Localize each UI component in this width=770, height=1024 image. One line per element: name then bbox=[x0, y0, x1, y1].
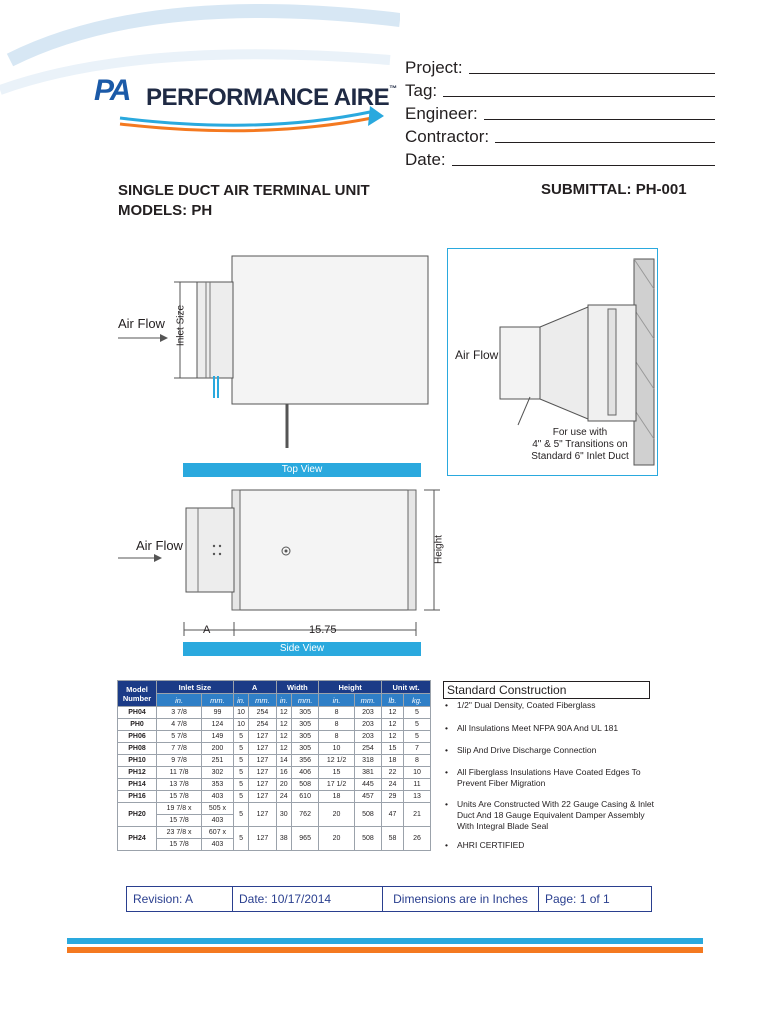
table-cell: 5 bbox=[233, 731, 249, 743]
dimension-a: A bbox=[203, 624, 211, 636]
table-cell: 5 bbox=[233, 743, 249, 755]
table-cell: 403 bbox=[202, 839, 234, 851]
table-cell: 15 7/8 bbox=[157, 815, 202, 827]
table-cell: 9 7/8 bbox=[157, 755, 202, 767]
table-row bbox=[118, 803, 431, 815]
table-cell: 21 bbox=[403, 803, 430, 827]
table-cell: 5 bbox=[233, 827, 249, 851]
table-cell: 7 7/8 bbox=[157, 743, 202, 755]
unit-cell: in. bbox=[233, 694, 249, 707]
table-cell: 19 7/8 x bbox=[157, 803, 202, 815]
top-view-drawing bbox=[110, 248, 440, 463]
revision-footer bbox=[126, 886, 652, 912]
table-cell: 10 bbox=[233, 707, 249, 719]
table-cell: 356 bbox=[292, 755, 319, 767]
table-cell: 17 1/2 bbox=[319, 779, 355, 791]
side-view-air-flow: Air Flow bbox=[136, 538, 183, 553]
table-cell: 457 bbox=[354, 791, 381, 803]
table-cell: 23 7/8 x bbox=[157, 827, 202, 839]
table-cell: 5 bbox=[233, 779, 249, 791]
table-cell: 10 bbox=[319, 743, 355, 755]
table-cell: 127 bbox=[249, 743, 276, 755]
table-cell: 305 bbox=[292, 707, 319, 719]
construction-item: • AHRI CERTIFIED bbox=[443, 840, 658, 851]
table-cell: 318 bbox=[354, 755, 381, 767]
model-cell: PH0 bbox=[118, 719, 157, 731]
table-cell: 403 bbox=[202, 815, 234, 827]
side-view-height: Height bbox=[433, 535, 445, 564]
table-cell: 30 bbox=[276, 803, 292, 827]
table-cell: 5 bbox=[403, 719, 430, 731]
transition-note: For use with 4" & 5" Transitions on Standard 6" Inlet Duct bbox=[531, 427, 629, 462]
unit-cell: in. bbox=[157, 694, 202, 707]
table-row bbox=[118, 707, 431, 719]
table-cell: 12 bbox=[276, 731, 292, 743]
logo-swoosh bbox=[0, 0, 400, 150]
table-cell: 12 bbox=[276, 743, 292, 755]
table-row bbox=[118, 791, 431, 803]
header-width: Width bbox=[276, 681, 319, 694]
footer-stripe-blue bbox=[67, 938, 703, 944]
top-view-air-flow: Air Flow bbox=[118, 316, 165, 331]
table-cell: 254 bbox=[249, 707, 276, 719]
table-cell: 127 bbox=[249, 803, 276, 827]
table-cell: 5 7/8 bbox=[157, 731, 202, 743]
table-cell: 18 bbox=[319, 791, 355, 803]
construction-item: • 1/2" Dual Density, Coated Fiberglass bbox=[443, 700, 658, 711]
construction-item: • All Insulations Meet NFPA 90A And UL 181 bbox=[443, 723, 658, 734]
model-cell: PH10 bbox=[118, 755, 157, 767]
project-field: Project: bbox=[405, 56, 715, 78]
tag-field: Tag: bbox=[405, 79, 715, 101]
table-cell: 20 bbox=[276, 779, 292, 791]
table-cell: 20 bbox=[319, 803, 355, 827]
table-cell: 508 bbox=[354, 803, 381, 827]
table-row bbox=[118, 767, 431, 779]
table-cell: 406 bbox=[292, 767, 319, 779]
table-cell: 4 7/8 bbox=[157, 719, 202, 731]
table-cell: 127 bbox=[249, 767, 276, 779]
table-cell: 15 7/8 bbox=[157, 839, 202, 851]
header-inlet-size: Inlet Size bbox=[157, 681, 234, 694]
document-title: SINGLE DUCT AIR TERMINAL UNIT MODELS: PH bbox=[118, 182, 370, 219]
table-cell: 8 bbox=[403, 755, 430, 767]
table-cell: 353 bbox=[202, 779, 234, 791]
header-a: A bbox=[233, 681, 276, 694]
unit-cell: lb. bbox=[382, 694, 404, 707]
footer-stripe-orange bbox=[67, 947, 703, 953]
table-cell: 610 bbox=[292, 791, 319, 803]
detail-air-flow: Air Flow bbox=[455, 348, 499, 362]
table-cell: 381 bbox=[354, 767, 381, 779]
table-cell: 305 bbox=[292, 731, 319, 743]
side-view-bar: Side View bbox=[183, 642, 421, 656]
model-cell: PH04 bbox=[118, 707, 157, 719]
table-cell: 99 bbox=[202, 707, 234, 719]
construction-item: • Units Are Constructed With 22 Gauge Casing & Inlet Duct And 18 Gauge Equivalent Damper Assembly With Integral Blade Seal bbox=[443, 799, 658, 832]
header-model: Model Number bbox=[118, 681, 157, 707]
table-cell: 7 bbox=[403, 743, 430, 755]
table-cell: 26 bbox=[403, 827, 430, 851]
model-cell: PH14 bbox=[118, 779, 157, 791]
standard-construction-heading: Standard Construction bbox=[443, 681, 650, 699]
table-cell: 403 bbox=[202, 791, 234, 803]
table-cell: 127 bbox=[249, 755, 276, 767]
table-cell: 254 bbox=[249, 719, 276, 731]
table-cell: 12 bbox=[276, 707, 292, 719]
table-cell: 11 bbox=[403, 779, 430, 791]
model-cell: PH12 bbox=[118, 767, 157, 779]
table-cell: 203 bbox=[354, 731, 381, 743]
table-cell: 5 bbox=[233, 791, 249, 803]
model-cell: PH06 bbox=[118, 731, 157, 743]
engineer-field: Engineer: bbox=[405, 102, 715, 124]
table-cell: 5 bbox=[233, 767, 249, 779]
unit-cell: mm. bbox=[292, 694, 319, 707]
table-cell: 8 bbox=[319, 707, 355, 719]
dimension-length: 15.75 bbox=[309, 624, 337, 636]
table-cell: 13 7/8 bbox=[157, 779, 202, 791]
date-field: Date: bbox=[405, 148, 715, 170]
top-view-bar: Top View bbox=[183, 463, 421, 477]
unit-cell: in. bbox=[319, 694, 355, 707]
table-cell: 8 bbox=[319, 719, 355, 731]
table-row bbox=[118, 827, 431, 839]
table-cell: 965 bbox=[292, 827, 319, 851]
model-cell: PH08 bbox=[118, 743, 157, 755]
side-view-drawing bbox=[110, 484, 450, 644]
table-cell: 127 bbox=[249, 827, 276, 851]
model-cell: PH20 bbox=[118, 803, 157, 827]
table-cell: 508 bbox=[292, 779, 319, 791]
table-cell: 10 bbox=[403, 767, 430, 779]
table-cell: 16 bbox=[276, 767, 292, 779]
table-cell: 762 bbox=[292, 803, 319, 827]
table-cell: 305 bbox=[292, 743, 319, 755]
page-number: Page: 1 of 1 bbox=[545, 892, 610, 906]
table-cell: 127 bbox=[249, 779, 276, 791]
unit-cell: mm. bbox=[202, 694, 234, 707]
table-cell: 127 bbox=[249, 791, 276, 803]
table-cell: 5 bbox=[233, 803, 249, 827]
table-row bbox=[118, 755, 431, 767]
model-cell: PH24 bbox=[118, 827, 157, 851]
construction-item: • All Fiberglass Insulations Have Coated Edges To Prevent Fiber Migration bbox=[443, 767, 658, 789]
table-cell: 149 bbox=[202, 731, 234, 743]
table-cell: 254 bbox=[354, 743, 381, 755]
unit-cell: mm. bbox=[249, 694, 276, 707]
table-cell: 47 bbox=[382, 803, 404, 827]
table-cell: 15 7/8 bbox=[157, 791, 202, 803]
table-row bbox=[118, 743, 431, 755]
table-cell: 305 bbox=[292, 719, 319, 731]
table-row bbox=[118, 719, 431, 731]
table-cell: 18 bbox=[382, 755, 404, 767]
table-cell: 508 bbox=[354, 827, 381, 851]
table-cell: 5 bbox=[403, 707, 430, 719]
table-cell: 12 bbox=[382, 719, 404, 731]
table-cell: 607 x bbox=[202, 827, 234, 839]
table-cell: 11 7/8 bbox=[157, 767, 202, 779]
logo-wordmark: PERFORMANCE AIRE™ bbox=[146, 84, 397, 111]
table-cell: 29 bbox=[382, 791, 404, 803]
table-cell: 15 bbox=[319, 767, 355, 779]
header-unit-wt: Unit wt. bbox=[382, 681, 431, 694]
table-cell: 12 1/2 bbox=[319, 755, 355, 767]
model-cell: PH16 bbox=[118, 791, 157, 803]
table-cell: 38 bbox=[276, 827, 292, 851]
table-cell: 14 bbox=[276, 755, 292, 767]
table-cell: 505 x bbox=[202, 803, 234, 815]
table-cell: 15 bbox=[382, 743, 404, 755]
table-cell: 12 bbox=[382, 707, 404, 719]
table-cell: 22 bbox=[382, 767, 404, 779]
table-cell: 12 bbox=[276, 719, 292, 731]
table-cell: 127 bbox=[249, 731, 276, 743]
table-cell: 5 bbox=[403, 731, 430, 743]
table-cell: 12 bbox=[382, 731, 404, 743]
logo-mark: PA bbox=[94, 74, 130, 107]
table-cell: 8 bbox=[319, 731, 355, 743]
revision-label: Revision: A bbox=[127, 887, 233, 911]
table-cell: 24 bbox=[382, 779, 404, 791]
model-spec-table bbox=[117, 680, 431, 851]
contractor-field: Contractor: bbox=[405, 125, 715, 147]
table-cell: 3 7/8 bbox=[157, 707, 202, 719]
revision-date: Date: 10/17/2014 bbox=[233, 887, 383, 911]
construction-item: • Slip And Drive Discharge Connection bbox=[443, 745, 658, 756]
table-cell: 200 bbox=[202, 743, 234, 755]
unit-cell: kg. bbox=[403, 694, 430, 707]
table-cell: 203 bbox=[354, 707, 381, 719]
table-cell: 203 bbox=[354, 719, 381, 731]
table-cell: 124 bbox=[202, 719, 234, 731]
table-cell: 302 bbox=[202, 767, 234, 779]
unit-cell: mm. bbox=[354, 694, 381, 707]
header-height: Height bbox=[319, 681, 382, 694]
table-cell: 5 bbox=[233, 755, 249, 767]
table-cell: 24 bbox=[276, 791, 292, 803]
top-view-inlet-size: Inlet Size bbox=[175, 304, 187, 347]
table-cell: 251 bbox=[202, 755, 234, 767]
table-cell: 445 bbox=[354, 779, 381, 791]
table-cell: 58 bbox=[382, 827, 404, 851]
table-row bbox=[118, 779, 431, 791]
submittal-number: SUBMITTAL: PH-001 bbox=[541, 181, 687, 198]
table-cell: 13 bbox=[403, 791, 430, 803]
table-row bbox=[118, 731, 431, 743]
unit-cell: in. bbox=[276, 694, 292, 707]
table-cell: 10 bbox=[233, 719, 249, 731]
dimensions-note: Dimensions are in Inches bbox=[383, 887, 539, 911]
table-cell: 20 bbox=[319, 827, 355, 851]
